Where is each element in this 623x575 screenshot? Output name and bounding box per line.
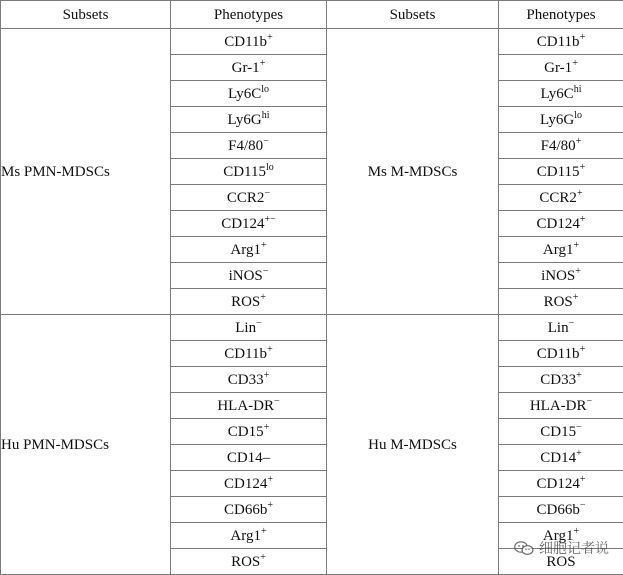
marker-name: CD11b <box>224 34 267 50</box>
phenotype-cell-left <box>171 133 327 159</box>
header-subsets-right: Subsets <box>327 1 499 29</box>
marker-name: CD66b <box>224 502 267 518</box>
marker-expression: +− <box>265 214 276 225</box>
marker-expression: + <box>267 32 273 43</box>
marker-name: CD14– <box>227 450 270 466</box>
phenotype-cell-left <box>171 471 327 497</box>
marker-expression: + <box>576 448 582 459</box>
marker-name: ROS <box>544 294 573 310</box>
phenotype-cell-left <box>171 445 327 471</box>
marker-expression: + <box>261 526 267 537</box>
marker-name: CD11b <box>537 346 580 362</box>
phenotype-cell-right <box>499 497 623 523</box>
phenotype-cell-left <box>171 549 327 575</box>
marker-name: Lin <box>235 320 256 336</box>
marker-name: CD11b <box>224 346 267 362</box>
phenotype-cell-right <box>499 237 623 263</box>
marker-expression: − <box>580 500 586 511</box>
marker-name: Arg1 <box>230 528 261 544</box>
marker-expression: + <box>260 58 266 69</box>
phenotype-cell-left <box>171 237 327 263</box>
marker-name: ROS <box>231 294 260 310</box>
marker-name: CD115 <box>223 164 266 180</box>
subset-cell-left: Ms PMN-MDSCs <box>1 29 171 315</box>
phenotype-cell-right <box>499 133 623 159</box>
header-row <box>1 1 623 29</box>
phenotype-cell-right <box>499 159 623 185</box>
marker-expression: + <box>576 370 582 381</box>
marker-name: Ly6G <box>228 112 262 128</box>
marker-expression: + <box>580 32 586 43</box>
marker-name: Ly6G <box>540 112 574 128</box>
phenotype-cell-left <box>171 341 327 367</box>
phenotype-cell-right <box>499 367 623 393</box>
table-row <box>1 315 623 341</box>
marker-name: Ly6C <box>228 86 261 102</box>
marker-name: Ly6C <box>540 86 573 102</box>
phenotype-cell-right <box>499 549 623 575</box>
subset-cell-right: Hu M-MDSCs <box>327 315 499 575</box>
marker-expression: lo <box>266 162 274 173</box>
marker-expression: + <box>572 58 578 69</box>
marker-name: HLA-DR <box>217 398 274 414</box>
phenotype-cell-right <box>499 289 623 315</box>
phenotype-cell-left <box>171 81 327 107</box>
marker-expression: − <box>576 422 582 433</box>
marker-expression: − <box>263 136 269 147</box>
header-phenotypes-right: Phenotypes <box>499 1 623 29</box>
marker-name: CD15 <box>228 424 264 440</box>
marker-name: CCR2 <box>227 190 265 206</box>
phenotype-cell-left <box>171 107 327 133</box>
marker-name: CD124 <box>537 476 580 492</box>
marker-name: CD66b <box>537 502 580 518</box>
phenotype-cell-left <box>171 159 327 185</box>
marker-name: CD115 <box>537 164 580 180</box>
phenotype-cell-right <box>499 419 623 445</box>
marker-name: iNOS <box>541 268 575 284</box>
phenotype-cell-right <box>499 185 623 211</box>
phenotype-cell-right <box>499 341 623 367</box>
marker-expression: + <box>580 214 586 225</box>
marker-expression: − <box>263 266 269 277</box>
marker-expression: + <box>264 370 270 381</box>
phenotype-cell-left <box>171 55 327 81</box>
phenotype-cell-right <box>499 315 623 341</box>
marker-name: Gr-1 <box>232 60 260 76</box>
marker-expression: + <box>267 344 273 355</box>
marker-expression: + <box>576 136 582 147</box>
header-subsets-left: Subsets <box>1 1 171 29</box>
phenotype-cell-right <box>499 81 623 107</box>
marker-name: ROS <box>546 554 575 570</box>
marker-name: CD11b <box>537 34 580 50</box>
marker-expression: − <box>274 396 280 407</box>
marker-expression: lo <box>261 84 269 95</box>
marker-name: CD14 <box>540 450 576 466</box>
marker-expression: + <box>573 526 579 537</box>
phenotype-cell-left <box>171 211 327 237</box>
marker-expression: hi <box>574 84 582 95</box>
marker-expression: + <box>264 422 270 433</box>
phenotype-cell-right <box>499 55 623 81</box>
marker-name: Arg1 <box>543 242 574 258</box>
phenotype-cell-left <box>171 29 327 55</box>
marker-name: CD33 <box>540 372 576 388</box>
marker-name: iNOS <box>229 268 263 284</box>
phenotype-cell-left <box>171 523 327 549</box>
header-phenotypes-left: Phenotypes <box>171 1 327 29</box>
phenotype-cell-left <box>171 263 327 289</box>
phenotype-cell-left <box>171 289 327 315</box>
marker-expression: + <box>267 474 273 485</box>
marker-expression: − <box>256 318 262 329</box>
marker-expression: + <box>261 240 267 251</box>
marker-name: Gr-1 <box>544 60 572 76</box>
marker-expression: + <box>580 474 586 485</box>
marker-expression: − <box>264 188 270 199</box>
phenotype-cell-left <box>171 185 327 211</box>
phenotype-cell-right <box>499 471 623 497</box>
marker-expression: + <box>267 500 273 511</box>
marker-name: Arg1 <box>543 528 574 544</box>
marker-expression: + <box>577 188 583 199</box>
phenotype-cell-right <box>499 263 623 289</box>
marker-name: Lin <box>548 320 569 336</box>
phenotype-cell-right <box>499 393 623 419</box>
marker-name: Arg1 <box>230 242 261 258</box>
marker-expression: + <box>260 292 266 303</box>
phenotype-cell-right <box>499 107 623 133</box>
marker-expression: + <box>580 162 586 173</box>
phenotype-cell-right <box>499 29 623 55</box>
marker-expression: + <box>573 240 579 251</box>
marker-name: CD33 <box>228 372 264 388</box>
marker-name: ROS <box>231 554 260 570</box>
marker-expression: + <box>575 266 581 277</box>
marker-expression: − <box>587 396 593 407</box>
marker-expression: lo <box>574 110 582 121</box>
phenotype-cell-left <box>171 419 327 445</box>
marker-name: F4/80 <box>228 138 263 154</box>
marker-name: CD124 <box>537 216 580 232</box>
table-body <box>1 29 623 575</box>
marker-expression: + <box>580 344 586 355</box>
marker-name: HLA-DR <box>530 398 587 414</box>
marker-name: CD124 <box>224 476 267 492</box>
subset-cell-left: Hu PMN-MDSCs <box>1 315 171 575</box>
subset-cell-right: Ms M-MDSCs <box>327 29 499 315</box>
marker-expression: + <box>573 292 579 303</box>
phenotype-cell-left <box>171 393 327 419</box>
marker-name: CCR2 <box>539 190 577 206</box>
phenotype-cell-left <box>171 497 327 523</box>
marker-name: F4/80 <box>541 138 576 154</box>
watermark-text: 细胞记者说 <box>539 538 609 558</box>
phenotype-cell-left <box>171 367 327 393</box>
marker-name: CD124 <box>221 216 264 232</box>
table-row <box>1 29 623 55</box>
marker-expression: hi <box>262 110 270 121</box>
phenotype-cell-left <box>171 315 327 341</box>
marker-expression: + <box>260 552 266 563</box>
marker-name: CD15 <box>540 424 576 440</box>
phenotype-cell-right <box>499 211 623 237</box>
phenotype-cell-right <box>499 445 623 471</box>
phenotype-cell-right <box>499 523 623 549</box>
marker-expression: − <box>569 318 575 329</box>
